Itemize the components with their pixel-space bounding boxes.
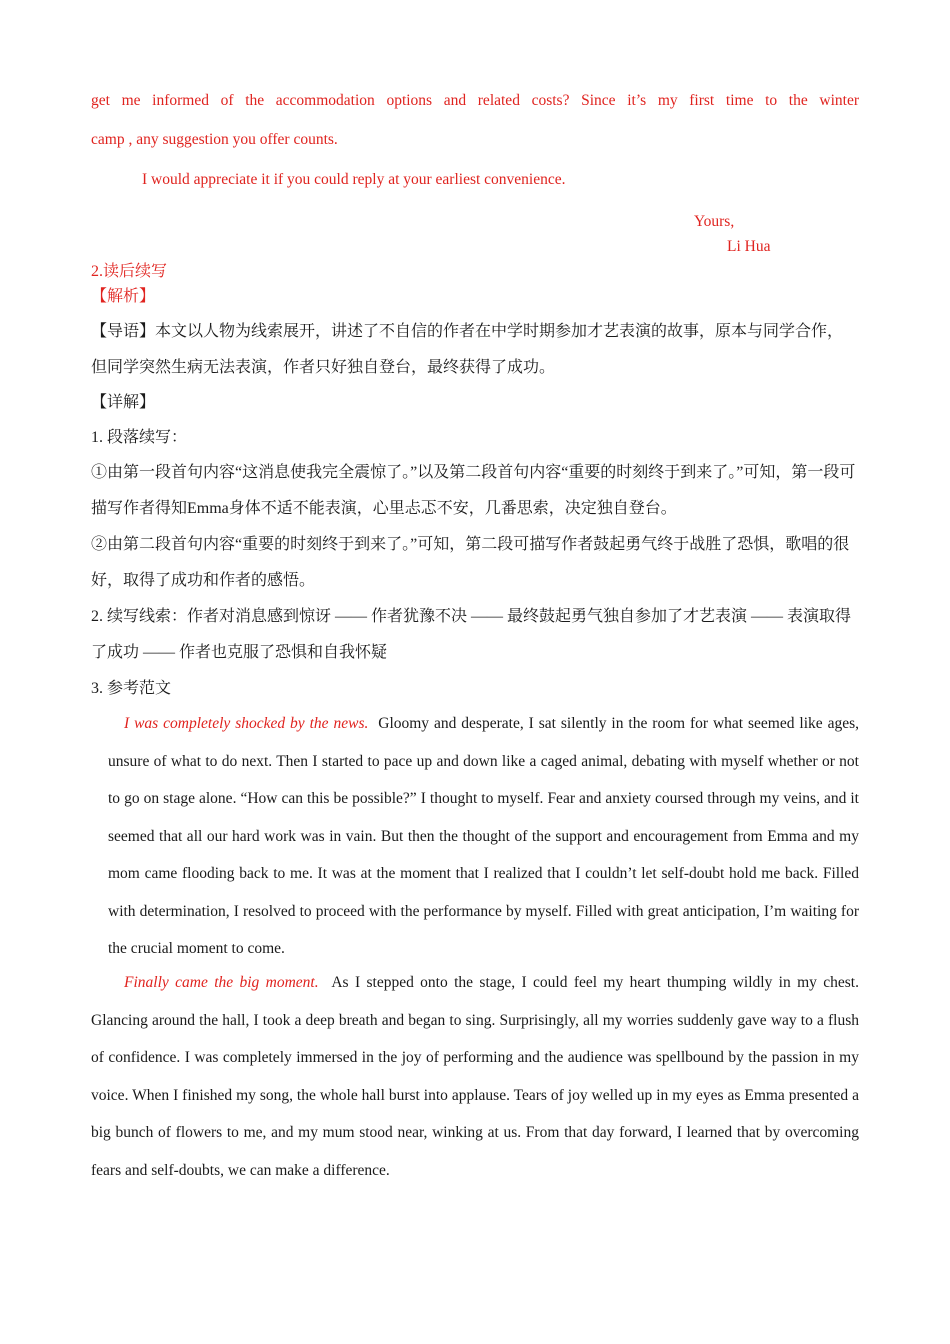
guide-paragraph xyxy=(91,314,859,386)
essay-p2-body: As I stepped onto the stage, I could feel my heart thumping wildly in my chest. Glancing around the hall, I took a deep breath and began to sing. Surprisingly, all my worries suddenly gave way to a flush of confidence. I was completely immersed in the joy of performing and the audience was spellbound by the passion in my voice. When I finished my song, the whole hall burst into applause. Tears of joy welled up in my eyes as Emma presented a big bunch of flowers to me, and my mum stood near, winking at us. From that day forward, I learned that by overcoming fears and self-doubts, we can make a difference. xyxy=(91,974,859,1179)
guide-text: 本文以人物为线索展开，讲述了不自信的作者在中学时期参加才艺表演的故事，原本与同学合作，但同学突然生病无法表演，作者只好独自登台，最终获得了成功。 xyxy=(91,323,844,376)
letter-line-1: get me informed of the accommodation options and related costs? Since it’s my first time to the winter xyxy=(91,92,859,109)
guide-label: 【导语】 xyxy=(91,323,156,340)
letter-line-2: camp , any suggestion you offer counts. xyxy=(91,131,338,148)
point-3: 3. 参考范文 xyxy=(91,680,172,697)
point-1: 1. 段落续写： xyxy=(91,429,188,446)
essay-paragraph-2 xyxy=(91,964,859,1189)
detail-tag: 【详解】 xyxy=(91,394,156,411)
letter-line-3: I would appreciate it if you could reply at your earliest convenience. xyxy=(142,171,566,188)
letter-closing: Yours, xyxy=(694,213,735,230)
essay-paragraph-1 xyxy=(108,705,859,968)
point-1-circle-2: ②由第二段首句内容“重要的时刻终于到来了。”可知，第二段可描写作者鼓起勇气终于战胜了恐惧，歌唱的很好，取得了成功和作者的感悟。 xyxy=(91,536,850,589)
point-1-circle-1: ①由第一段首句内容“这消息使我完全震惊了。”以及第二段首句内容“重要的时刻终于到来了。”可知，第一段可描写作者得知Emma身体不适不能表演，心里忐忑不安，几番思索，决定独自登台。 xyxy=(91,464,856,517)
point-2: 2. 续写线索：作者对消息感到惊讶 —— 作者犹豫不决 —— 最终鼓起勇气独自参加了才艺表演 —— 表演取得了成功 —— 作者也克服了恐惧和自我怀疑 xyxy=(91,608,852,661)
analysis-tag: 【解析】 xyxy=(91,288,156,305)
letter-signature: Li Hua xyxy=(727,238,771,255)
essay-p1-body: Gloomy and desperate, I sat silently in the room for what seemed like ages, unsure of what to do next. Then I started to pace up and down like a caged animal, debating with myself whether or not to go on stage alone. “How can this be possible?” I thought to myself. Fear and anxiety coursed through my veins, and it seemed that all our hard work was in vain. But then the thought of the support and encouragement from Emma and my mom came flooding back to me. It was at the moment that I realized that I couldn’t let self-doubt hold me back. Filled with determination, I resolved to proceed with the performance by myself. Filled with great anticipation, I’m waiting for the crucial moment to come. xyxy=(108,715,860,957)
section-heading: 2.读后续写 xyxy=(91,263,168,280)
essay-p1-lead: I was completely shocked by the news. xyxy=(124,715,369,732)
essay-p2-lead: Finally came the big moment. xyxy=(124,974,319,991)
